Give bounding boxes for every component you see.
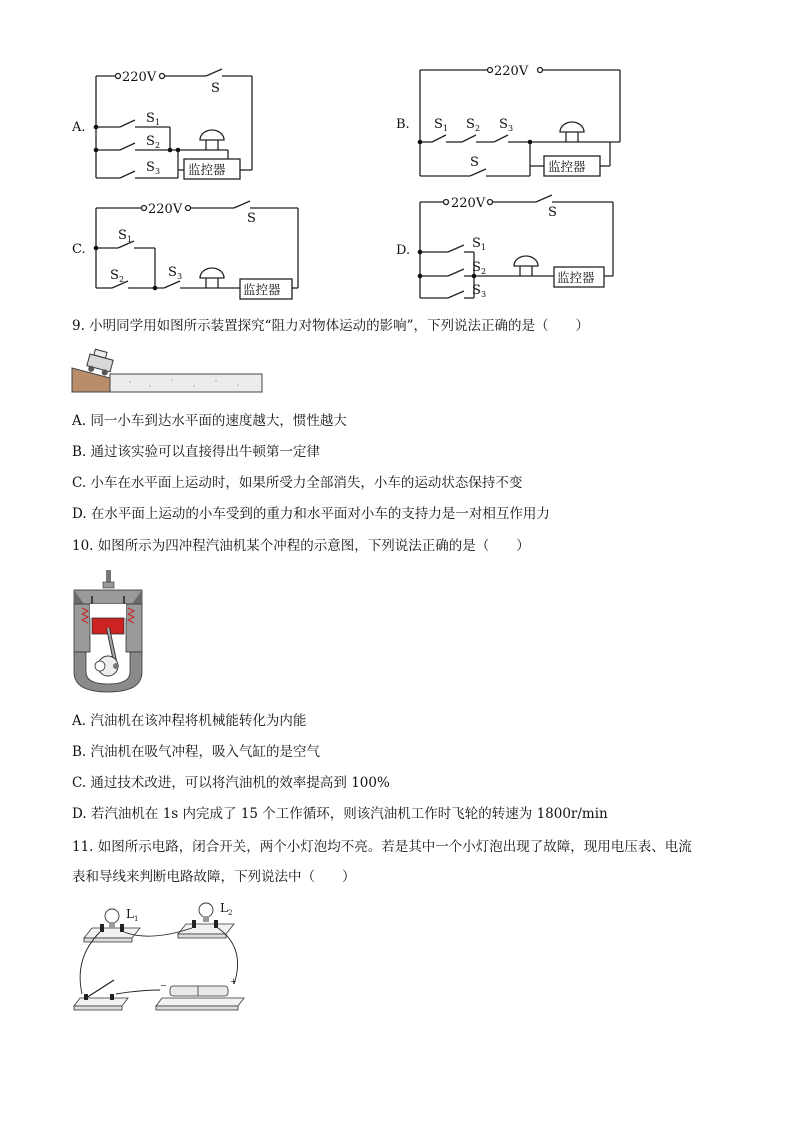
bulb-circuit-figure xyxy=(70,898,250,1014)
monitor-label-c: 监控器 xyxy=(243,282,281,297)
question-11-stem-line-2: 表和导线来判断电路故障，下列说法中（ ） xyxy=(72,869,356,885)
question-10-option-d[interactable]: D. 若汽油机在 1s 内完成了 15 个工作循环，则该汽油机工作时飞轮的转速为 1800r/min xyxy=(72,806,608,822)
question-9-option-c[interactable]: C. 小车在水平面上运动时，如果所受力全部消失，小车的运动状态保持不变 xyxy=(72,475,523,491)
s3-sub-c: 3 xyxy=(177,272,183,281)
s3-sub-b: 3 xyxy=(508,124,514,133)
engine-diagram xyxy=(70,568,150,696)
option-label-d: D. xyxy=(396,243,411,258)
question-10-stem: 10. 如图所示为四冲程汽油机某个冲程的示意图，下列说法正确的是（ ） xyxy=(72,538,530,554)
switch-s-label-b: S xyxy=(470,155,479,170)
circuit-a xyxy=(96,69,252,179)
switch-s-label-c: S xyxy=(247,211,256,226)
question-10-option-b[interactable]: B. 汽油机在吸气冲程，吸入气缸的是空气 xyxy=(72,744,321,760)
question-11-stem-line-1: 11. 如图所示电路，闭合开关，两个小灯泡均不亮。若是其中一个小灯泡出现了故障，现用电压表、电流 xyxy=(72,839,692,855)
option-label-c: C. xyxy=(72,242,86,257)
s2-sub-b: 2 xyxy=(475,124,481,133)
s2-label-b: S xyxy=(466,117,475,132)
battery-plus-label: + xyxy=(230,977,237,986)
incline-cart-figure xyxy=(70,348,270,396)
switch-s-label-a: S xyxy=(211,81,220,96)
s3-label-c: S xyxy=(168,265,177,280)
monitor-label-b: 监控器 xyxy=(548,159,586,174)
s1-label-d: S xyxy=(472,236,481,251)
s2-sub-d: 2 xyxy=(481,267,487,276)
circuit-b xyxy=(420,70,620,176)
s2-sub-c: 2 xyxy=(119,275,125,284)
question-9-option-b[interactable]: B. 通过该实验可以直接得出牛顿第一定律 xyxy=(72,444,321,460)
monitor-label-a: 监控器 xyxy=(188,162,226,177)
s3-label-a: S xyxy=(146,160,155,175)
s3-sub-a: 3 xyxy=(155,167,161,176)
question-9-option-d[interactable]: D. 在水平面上运动的小车受到的重力和水平面对小车的支持力是一对相互作用力 xyxy=(72,506,550,522)
bulb-l2-label: L xyxy=(220,901,228,915)
s2-sub-a: 2 xyxy=(155,141,161,150)
question-10-option-a[interactable]: A. 汽油机在该冲程将机械能转化为内能 xyxy=(72,713,307,729)
s1-label-a: S xyxy=(146,111,155,126)
question-9-stem: 9. 小明同学用如图所示装置探究“阻力对物体运动的影响”，下列说法正确的是（ ） xyxy=(72,318,589,334)
question-9-option-a[interactable]: A. 同一小车到达水平面的速度越大，惯性越大 xyxy=(72,413,347,429)
switch-s-label-d: S xyxy=(548,205,557,220)
voltage-label-a: 220V xyxy=(122,70,157,85)
s1-label-c: S xyxy=(118,228,127,243)
voltage-label-b: 220V xyxy=(494,64,529,79)
bulb-l1-sub: 1 xyxy=(134,915,139,923)
voltage-label-c: 220V xyxy=(148,202,183,217)
circuit-diagrams-q8 xyxy=(0,0,794,310)
option-label-a: A. xyxy=(72,120,86,135)
s1-sub-a: 1 xyxy=(155,118,161,127)
s2-label-a: S xyxy=(146,134,155,149)
s1-sub-b: 1 xyxy=(443,124,449,133)
option-label-b: B. xyxy=(396,117,410,132)
s1-label-b: S xyxy=(434,117,443,132)
s1-sub-d: 1 xyxy=(481,243,487,252)
monitor-label-d: 监控器 xyxy=(557,270,595,285)
s1-sub-c: 1 xyxy=(127,235,133,244)
question-10-option-c[interactable]: C. 通过技术改进，可以将汽油机的效率提高到 100% xyxy=(72,775,390,791)
s3-label-d: S xyxy=(472,283,481,298)
bulb-l2-sub: 2 xyxy=(228,909,233,917)
battery-minus-label: − xyxy=(160,981,167,990)
voltage-label-d: 220V xyxy=(451,196,486,211)
s2-label-d: S xyxy=(472,260,481,275)
s3-sub-d: 3 xyxy=(481,290,487,299)
s3-label-b: S xyxy=(499,117,508,132)
bulb-l1-label: L xyxy=(126,907,134,921)
s2-label-c: S xyxy=(110,268,119,283)
